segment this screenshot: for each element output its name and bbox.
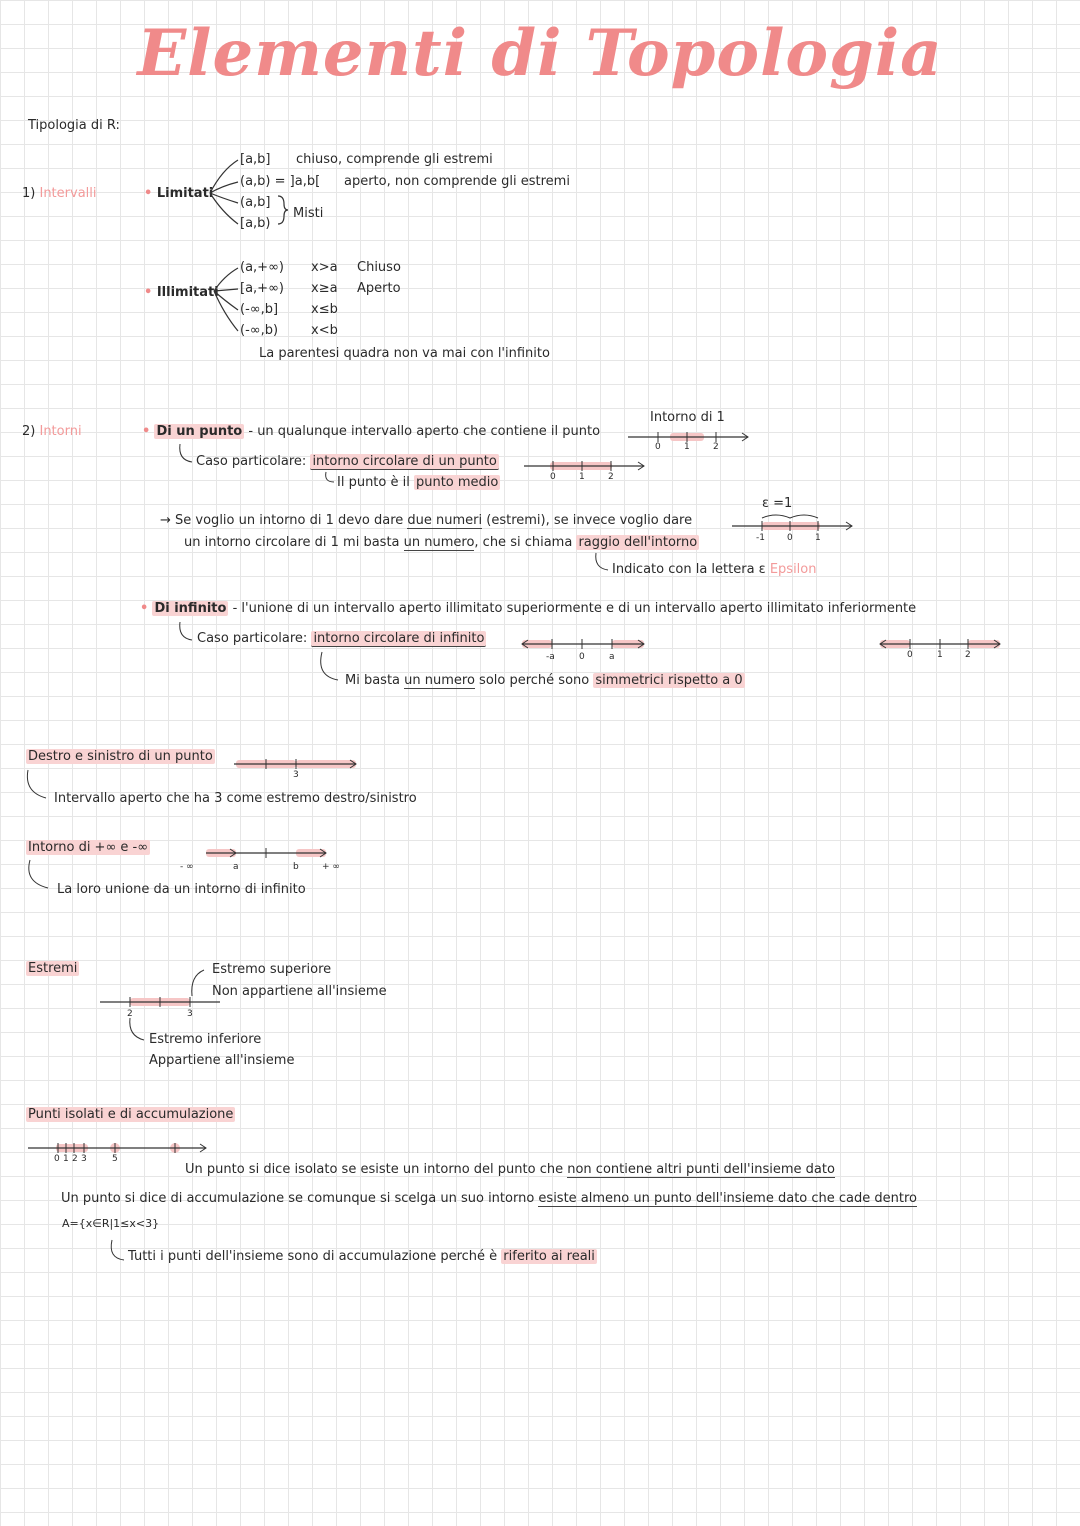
un-numero-2: un numero — [404, 673, 475, 688]
intorni-number: 2) — [22, 424, 36, 439]
simmetrici: simmetrici rispetto a 0 — [595, 673, 743, 688]
intorni-label: Intorni — [39, 424, 82, 439]
limitati-desc-0: chiuso, comprende gli estremi — [296, 152, 493, 167]
illimitati-notation-3: (-∞,b) — [240, 323, 279, 338]
epsilon-word: Epsilon — [769, 562, 817, 577]
misti-label: Misti — [293, 206, 324, 221]
illimitati-notation-0: (a,+∞) — [240, 260, 284, 275]
limitati-label: • Limitati — [144, 186, 214, 201]
esiste-almeno: esiste almeno un punto dell'insieme dato che cade dentro — [538, 1191, 917, 1206]
tutti-punti: Tutti i punti dell'insieme sono di accumulazione perché è riferito ai reali — [128, 1249, 595, 1264]
intorni-heading — [22, 424, 82, 440]
tick-1: 1 — [815, 533, 821, 543]
non-contiene: non contiene altri punti dell'insieme dato — [567, 1162, 835, 1177]
intorno-infinito-desc: - l'unione di un intervallo aperto illimitato superiormente e di un intervallo aperto illimitato inferiormente — [228, 601, 917, 616]
illimitati-desc-0: Chiuso — [357, 260, 401, 275]
tick-0: 0 — [907, 650, 913, 660]
tick-2: 2 — [713, 442, 719, 452]
illimitati-notation-2: (-∞,b] — [240, 302, 279, 317]
tick-a: a — [609, 652, 615, 662]
note-line-2: un intorno circolare di 1 mi basta un numero, che si chiama raggio dell'intorno — [184, 535, 698, 550]
tick-3: 3 — [293, 770, 299, 780]
intervalli-number: 1) — [22, 186, 36, 201]
raggio-intorno: raggio dell'intorno — [578, 535, 698, 550]
tick-0: 0 — [655, 442, 661, 452]
due-numeri: due numeri — [407, 513, 483, 528]
punto-medio: punto medio — [415, 475, 499, 490]
isolato-def: Un punto si dice isolato se esiste un intorno del punto che non contiene altri punti dell'insieme dato — [185, 1162, 835, 1177]
tick-3: 3 — [187, 1009, 193, 1019]
tick-1: 1 — [579, 472, 585, 482]
tick-0: 0 — [579, 652, 585, 662]
limitati-notation-2: (a,b] — [240, 195, 271, 210]
section-heading: Tipologia di R: — [28, 118, 120, 133]
intorno-di-1-label: Intorno di 1 — [650, 410, 725, 425]
riferito-reali: riferito ai reali — [503, 1249, 595, 1264]
tick-3: 3 — [81, 1154, 87, 1164]
limitati-notation-3: [a,b) — [240, 216, 271, 231]
label-plus-inf: + ∞ — [322, 862, 340, 872]
tick-0: 0 — [787, 533, 793, 543]
label-minus-inf: - ∞ — [180, 862, 194, 872]
tick-1: 1 — [937, 650, 943, 660]
tick-2: 2 — [72, 1154, 78, 1164]
illimitati-cond-3: x<b — [311, 323, 338, 338]
intorno-infinito-line: • Di infinito - l'unione di un intervallo aperto illimitato superiormente e di un intervallo aperto illimitato inferiormente — [140, 601, 917, 616]
epsilon-line: Indicato con la lettera ε Epsilon — [612, 562, 817, 577]
page-title: Elementi di Topologia — [137, 16, 943, 91]
estremi-title: Estremi — [28, 961, 78, 976]
illimitati-note: La parentesi quadra non va mai con l'infinito — [259, 346, 550, 361]
limitati-notation-0: [a,b] — [240, 152, 271, 167]
intorno-inf-title: Intorno di +∞ e -∞ — [28, 840, 149, 855]
label-a: a — [233, 862, 239, 872]
tick-1: 1 — [63, 1154, 69, 1164]
tick-2: 2 — [127, 1009, 133, 1019]
label-b: b — [293, 862, 299, 872]
tick-2: 2 — [608, 472, 614, 482]
tick-0: 0 — [54, 1154, 60, 1164]
intervalli-heading — [22, 186, 97, 202]
tick-minus-1: -1 — [756, 533, 765, 543]
intorno-punto-label: Di un punto — [156, 424, 243, 439]
estremo-superiore: Estremo superiore — [212, 962, 332, 977]
illimitati-cond-0: x>a — [311, 260, 338, 275]
destro-title: Destro e sinistro di un punto — [28, 749, 213, 764]
intorno-circolare-infinito: intorno circolare di infinito — [313, 631, 485, 646]
illimitati-label: • Illimitati — [144, 285, 219, 300]
destro-desc: Intervallo aperto che ha 3 come estremo destro/sinistro — [54, 791, 417, 806]
punto-medio-line: Il punto è il punto medio — [337, 475, 499, 490]
epsilon-label: ε =1 — [762, 496, 793, 511]
intorno-infinito-label: Di infinito — [154, 601, 227, 616]
mi-basta-line: Mi basta un numero solo perché sono simmetrici rispetto a 0 — [345, 673, 743, 688]
tick-minus-a: -a — [546, 652, 555, 662]
illimitati-cond-1: x≥a — [311, 281, 338, 296]
illimitati-cond-2: x≤b — [311, 302, 338, 317]
illimitati-desc-1: Aperto — [357, 281, 401, 296]
intorno-punto-desc: - un qualunque intervallo aperto che contiene il punto — [244, 424, 601, 439]
caso-particolare-infinito: Caso particolare: intorno circolare di infinito — [197, 631, 485, 646]
intervalli-label: Intervalli — [39, 186, 97, 201]
appartiene: Appartiene all'insieme — [149, 1053, 295, 1068]
number-line-punti — [0, 0, 1, 1]
tick-2: 2 — [965, 650, 971, 660]
intorno-circolare-punto: intorno circolare di un punto — [312, 454, 497, 469]
intorno-inf-desc: La loro unione da un intorno di infinito — [57, 882, 306, 897]
accumulazione-def: Un punto si dice di accumulazione se comunque si scelga un suo intorno esiste almeno un punto dell'insieme dato che cade dentro — [61, 1191, 917, 1206]
un-numero: un numero — [403, 535, 475, 550]
set-definition: A={x∈R|1≤x<3} — [62, 1217, 160, 1230]
limitati-desc-1: aperto, non comprende gli estremi — [344, 174, 570, 189]
non-appartiene: Non appartiene all'insieme — [212, 984, 387, 999]
caso-particolare-punto: Caso particolare: intorno circolare di un punto — [196, 454, 497, 469]
punti-title: Punti isolati e di accumulazione — [28, 1107, 234, 1122]
limitati-notation-1: (a,b) = ]a,b[ — [240, 174, 321, 189]
tick-0: 0 — [550, 472, 556, 482]
intorno-punto-line: • Di un punto - un qualunque intervallo aperto che contiene il punto — [142, 424, 601, 439]
note-line-1: → Se voglio un intorno di 1 devo dare due numeri (estremi), se invece voglio dare — [160, 513, 693, 528]
tick-5: 5 — [112, 1154, 118, 1164]
tick-1: 1 — [684, 442, 690, 452]
illimitati-notation-1: [a,+∞) — [240, 281, 284, 296]
estremo-inferiore: Estremo inferiore — [149, 1032, 262, 1047]
